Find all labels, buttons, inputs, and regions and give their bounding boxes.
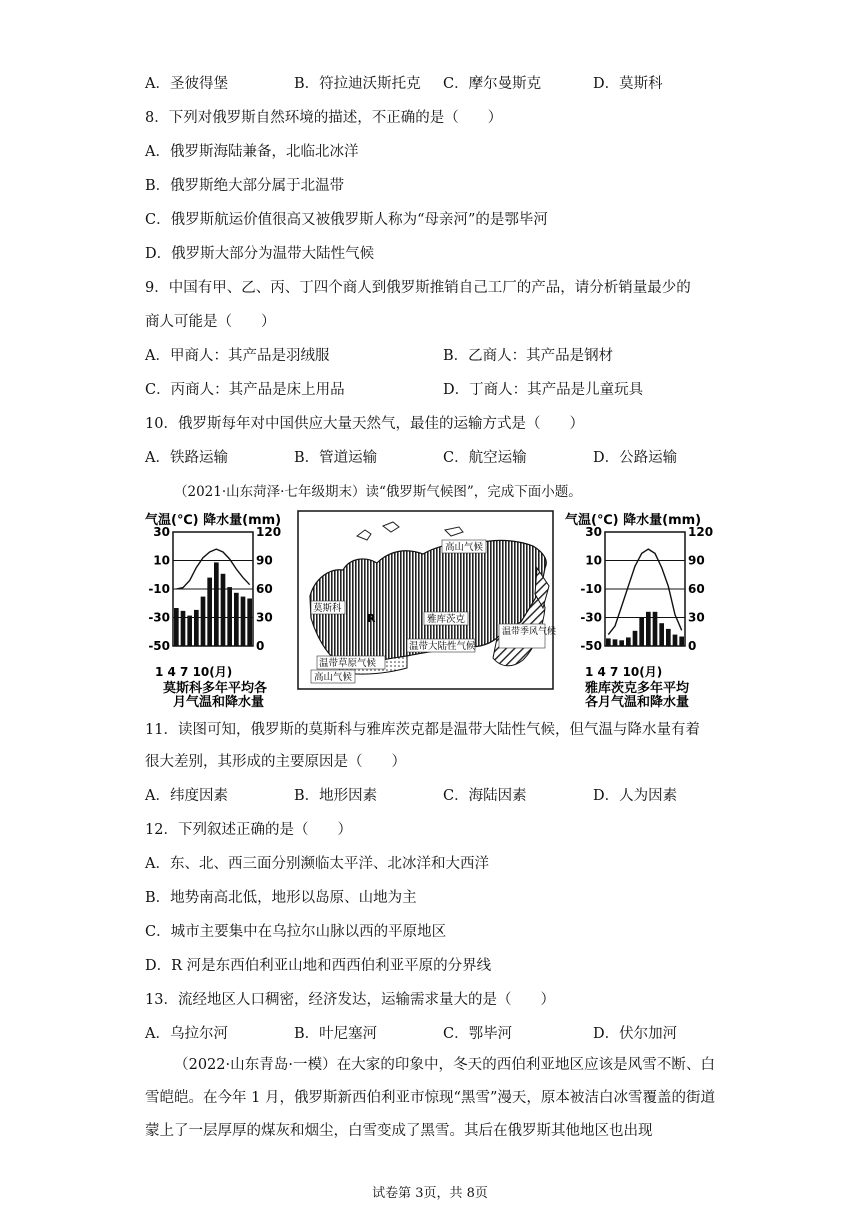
yakutsk-precip-bar (673, 635, 678, 646)
moscow-precip-tick: 60 (256, 582, 273, 596)
q13-stem: 13．流经地区人口稠密，经济发达，运输需求量大的是（ ） (145, 992, 555, 1008)
moscow-precip-bar (194, 610, 199, 646)
russia-climate-figure (145, 508, 715, 708)
moscow-precip-bar (214, 562, 219, 646)
moscow-precip-bar (227, 587, 232, 646)
q10-option-c: C．航空运输 (443, 450, 527, 466)
moscow-precip-bar (187, 616, 192, 646)
q12-option-b: B．地势南高北低，地形以岛原、山地为主 (145, 890, 417, 906)
q9-option-b: B．乙商人：其产品是钢材 (443, 348, 614, 364)
yakutsk-climate-chart (565, 512, 713, 708)
map-label-r-river: R (367, 612, 376, 625)
yakutsk-precip-bar (626, 637, 631, 646)
moscow-precip-tick: 30 (256, 610, 273, 625)
moscow-climate-chart (145, 512, 281, 708)
q7-option-b: B．符拉迪沃斯托克 (294, 76, 421, 92)
moscow-precip-bar (234, 593, 239, 646)
yakutsk-caption-line1: 雅库茨克多年平均 (585, 681, 690, 696)
q12-option-c: C．城市主要集中在乌拉尔山脉以西的平原地区 (145, 924, 447, 940)
q13-option-d: D．伏尔加河 (593, 1026, 678, 1042)
moscow-temp-tick: -30 (148, 610, 170, 625)
russia-climate-map (298, 511, 556, 689)
map-label-highland-bottom: 高山气候 (314, 672, 353, 683)
yakutsk-temp-tick: 10 (585, 553, 602, 568)
q10-option-b: B．管道运输 (294, 450, 378, 466)
q8-option-d: D．俄罗斯大部分为温带大陆性气候 (145, 246, 375, 262)
yakutsk-precip-bar (679, 637, 684, 647)
q8-option-b: B．俄罗斯绝大部分属于北温带 (145, 178, 345, 194)
map-label-moscow: 莫斯科 (313, 603, 342, 614)
moscow-chart-header: 气温(℃) 降水量(mm) (145, 513, 282, 528)
map-label-temperate-continental: 温带大陆性气候 (409, 641, 476, 652)
moscow-month-ticks: 1 4 7 10(月) (155, 665, 233, 679)
yakutsk-precip-tick: 0 (688, 639, 697, 653)
q12-option-a: A．东、北、西三面分别濒临太平洋、北冰洋和大西洋 (145, 856, 489, 872)
q11-option-d: D．人为因素 (593, 788, 678, 804)
yakutsk-precip-tick: 90 (688, 553, 705, 568)
moscow-precip-bar (174, 608, 179, 646)
q13-option-c: C．鄂毕河 (443, 1026, 513, 1042)
moscow-precip-bar (181, 611, 186, 646)
q9-option-a: A．甲商人：其产品是羽绒服 (145, 348, 330, 364)
q7-option-c: C．摩尔曼斯克 (443, 76, 542, 92)
q8-stem: 8．下列对俄罗斯自然环境的描述，不正确的是（ ） (145, 110, 503, 126)
yakutsk-precip-bar (653, 612, 658, 646)
yakutsk-precip-tick: 120 (688, 525, 714, 539)
moscow-temp-tick: 30 (153, 525, 170, 539)
q8-option-a: A．俄罗斯海陆兼备，北临北冰洋 (145, 144, 359, 160)
moscow-precip-bar (247, 599, 252, 647)
moscow-precip-tick: 90 (256, 553, 273, 568)
map-label-temperate-steppe: 温带草原气候 (319, 658, 377, 669)
q7-option-d: D．莫斯科 (593, 76, 663, 92)
q11-option-b: B．地形因素 (294, 788, 378, 804)
q9-option-d: D．丁商人：其产品是儿童玩具 (443, 382, 644, 398)
q9-option-c: C．丙商人：其产品是床上用品 (145, 382, 345, 398)
moscow-caption-line1: 莫斯科多年平均各 (163, 681, 268, 696)
yakutsk-precip-bar (666, 629, 671, 646)
map-label-yakutsk: 雅库茨克 (427, 614, 466, 625)
yakutsk-precip-bar (619, 640, 624, 646)
yakutsk-precip-bar (633, 631, 638, 646)
yakutsk-temp-tick: -50 (580, 639, 602, 653)
moscow-temp-tick: -50 (148, 639, 170, 653)
q11-stem-line2: 很大差别，其形成的主要原因是（ ） (145, 754, 406, 770)
q10-stem: 10．俄罗斯每年对中国供应大量天然气，最佳的运输方式是（ ） (145, 416, 584, 432)
moscow-precip-bar (241, 597, 246, 646)
q9-stem-line1: 9．中国有甲、乙、丙、丁四个商人到俄罗斯推销自己工厂的产品，请分析销量最少的 (145, 280, 691, 296)
q10-option-d: D．公路运输 (593, 450, 678, 466)
q12-stem: 12．下列叙述正确的是（ ） (145, 822, 352, 838)
yakutsk-chart-header: 气温(℃) 降水量(mm) (565, 513, 702, 528)
material-intro-2021: （2021·山东菏泽·七年级期末）读“俄罗斯气候图”，完成下面小题。 (174, 484, 582, 500)
yakutsk-month-ticks: 1 4 7 10(月) (585, 665, 663, 679)
yakutsk-precip-bar (606, 638, 611, 646)
yakutsk-precip-bar (659, 623, 664, 646)
yakutsk-precip-bar (613, 639, 618, 646)
yakutsk-precip-tick: 30 (688, 610, 705, 625)
yakutsk-caption-line2: 各月气温和降水量 (585, 695, 690, 708)
q11-stem-line1: 11．读图可知，俄罗斯的莫斯科与雅库茨克都是温带大陆性气候，但气温与降水量有着 (145, 722, 700, 738)
q8-option-c: C．俄罗斯航运价值很高又被俄罗斯人称为“母亲河”的是鄂毕河 (145, 212, 548, 228)
moscow-precip-tick: 120 (256, 525, 282, 539)
q11-option-c: C．海陆因素 (443, 788, 527, 804)
moscow-precip-bar (201, 597, 206, 646)
map-label-highland-top: 高山气候 (445, 542, 484, 553)
yakutsk-precip-bar (646, 612, 651, 646)
moscow-precip-tick: 0 (256, 639, 265, 653)
climate-figure-svg (145, 508, 715, 708)
q12-option-d: D．R 河是东西伯利亚山地和西西伯利亚平原的分界线 (145, 958, 492, 974)
moscow-precip-bar (207, 578, 212, 646)
moscow-temp-tick: -10 (148, 582, 170, 596)
map-label-monsoon: 温带季风气候 (502, 627, 557, 637)
moscow-precip-bar (221, 574, 226, 646)
yakutsk-precip-tick: 60 (688, 582, 705, 596)
q9-stem-line2: 商人可能是（ ） (145, 314, 276, 330)
moscow-temp-tick: 10 (153, 553, 170, 568)
q10-option-a: A．铁路运输 (145, 450, 228, 466)
yakutsk-temp-tick: -30 (580, 610, 602, 625)
q7-option-a: A．圣彼得堡 (145, 76, 228, 92)
q13-option-a: A．乌拉尔河 (145, 1026, 228, 1042)
material-intro-2022 (145, 1049, 715, 1148)
yakutsk-temp-tick: -10 (580, 582, 602, 596)
q13-option-b: B．叶尼塞河 (294, 1026, 378, 1042)
yakutsk-precip-bar (639, 618, 644, 647)
page-footer: 试卷第 3页，共 8页 (372, 1186, 488, 1201)
q11-option-a: A．纬度因素 (145, 788, 228, 804)
moscow-caption-line2: 月气温和降水量 (173, 695, 265, 708)
yakutsk-temp-tick: 30 (585, 525, 602, 539)
material-intro-2022-text: （2022·山东青岛·一模）在大家的印象中，冬天的西伯利亚地区应该是风雪不断、白雪皑皑。在今年 1 月，俄罗斯新西伯利亚市惊现“黑雪”漫天，原本被洁白冰雪覆盖的街道蒙上了一层厚厚的煤灰和烟尘，白雪变成了黑雪。其后在俄罗斯其他地区也出现 (145, 1057, 715, 1139)
